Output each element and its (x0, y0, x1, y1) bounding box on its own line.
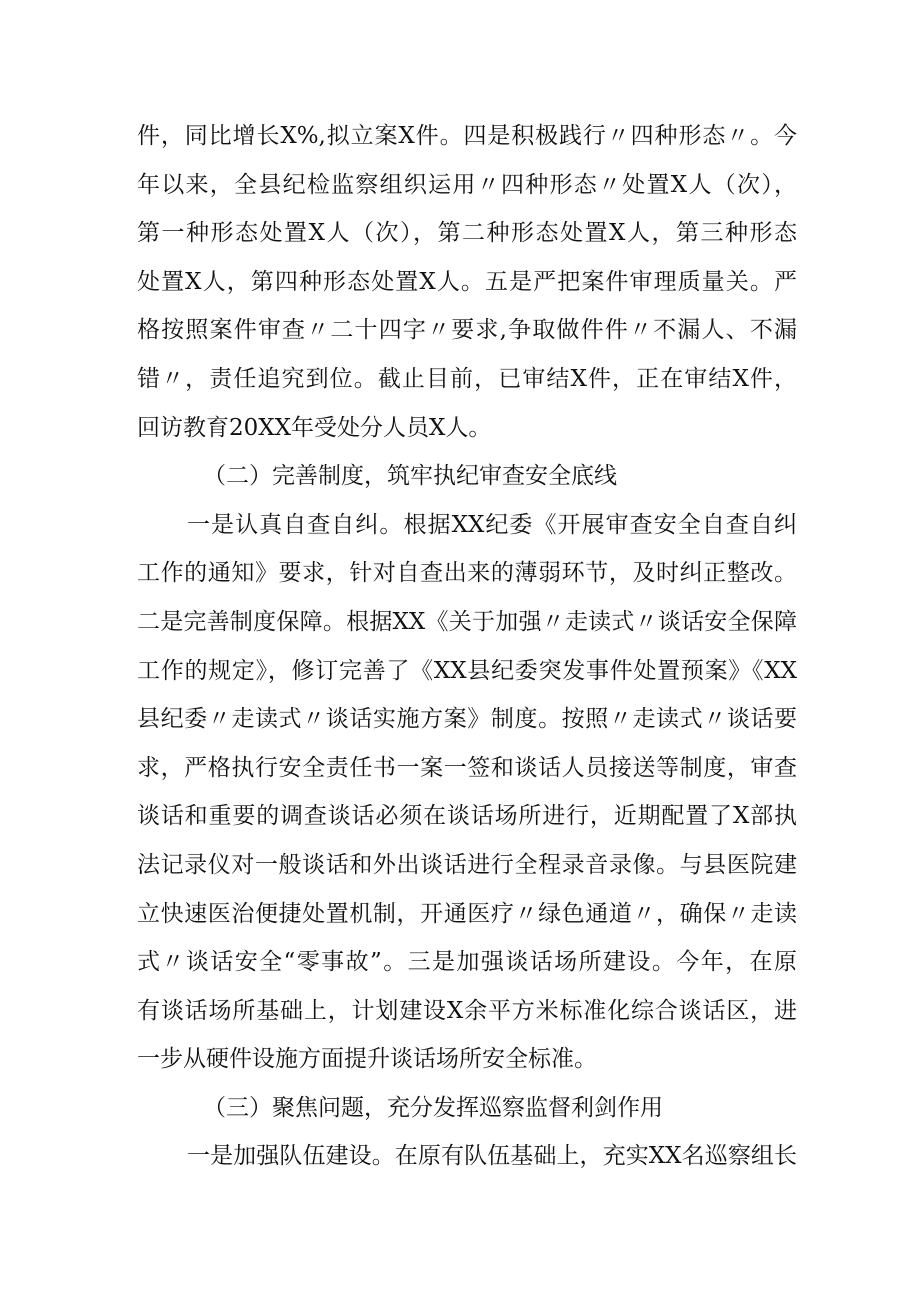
paragraph-inspection-team (137, 1132, 797, 1181)
paragraph-case-statistics (137, 112, 797, 452)
text-line: 法记录仪对一般谈话和外出谈话进行全程录音录像。与县医院建 (137, 851, 797, 878)
section-heading-2: （二）完善制度，筑牢执纪审查安全底线 (203, 463, 617, 490)
text-line: 县纪委〃走读式〃谈话实施方案》制度。按照〃走读式〃谈话要 (137, 706, 797, 733)
text-line: 工作的规定》，修订完善了《XX县纪委突发事件处置预案》《XX (137, 657, 797, 684)
text-line: 一是加强队伍建设。在原有队伍基础上，充实XX名巡察组长 (187, 1143, 797, 1170)
text-line: 有谈话场所基础上，计划建设X余平方米标准化综合谈话区，进 (137, 997, 797, 1024)
text-line: 求，严格执行安全责任书一案一签和谈话人员接送等制度，审查 (137, 754, 797, 781)
text-line: 格按照案件审查〃二十四字〃要求,争取做件件〃不漏人、不漏 (137, 317, 797, 344)
document-body (137, 112, 797, 1181)
text-line: 件，同比增长X%,拟立案X件。四是积极践行〃四种形态〃。今 (137, 123, 797, 149)
text-line: 一步从硬件设施方面提升谈话场所安全标准。 (137, 1046, 597, 1073)
text-line: 第一种形态处置X人（次），第二种形态处置X人，第三种形态 (137, 220, 797, 247)
text-line: 谈话和重要的调查谈话必须在谈话场所进行，近期配置了X部执 (137, 803, 797, 830)
text-line: 回访教育20XX年受处分人员X人。 (137, 414, 492, 441)
text-line: 立快速医治便捷处置机制，开通医疗〃绿色通道〃，确保〃走读 (137, 900, 797, 927)
paragraph-safety-system (137, 501, 797, 1084)
text-line: 年以来，全县纪检监察组织运用〃四种形态〃处置X人（次）， (137, 171, 797, 198)
text-line: 错〃，责任追究到位。截止目前，已审结X件，正在审结X件， (137, 365, 797, 392)
text-line: 式〃谈话安全“零事故”。三是加强谈话场所建设。今年，在原 (137, 949, 797, 976)
section-heading-3: （三）聚焦问题，充分发挥巡察监督利剑作用 (203, 1094, 663, 1121)
text-line: 一是认真自查自纠。根据XX纪委《开展审查安全自查自纠 (187, 511, 797, 538)
text-line: 二是完善制度保障。根据XX《关于加强〃走读式〃谈话安全保障 (137, 608, 797, 635)
text-line: 工作的通知》要求，针对自查出来的薄弱环节，及时纠正整改。 (137, 560, 797, 587)
text-line: 处置X人，第四种形态处置X人。五是严把案件审理质量关。严 (137, 268, 797, 295)
